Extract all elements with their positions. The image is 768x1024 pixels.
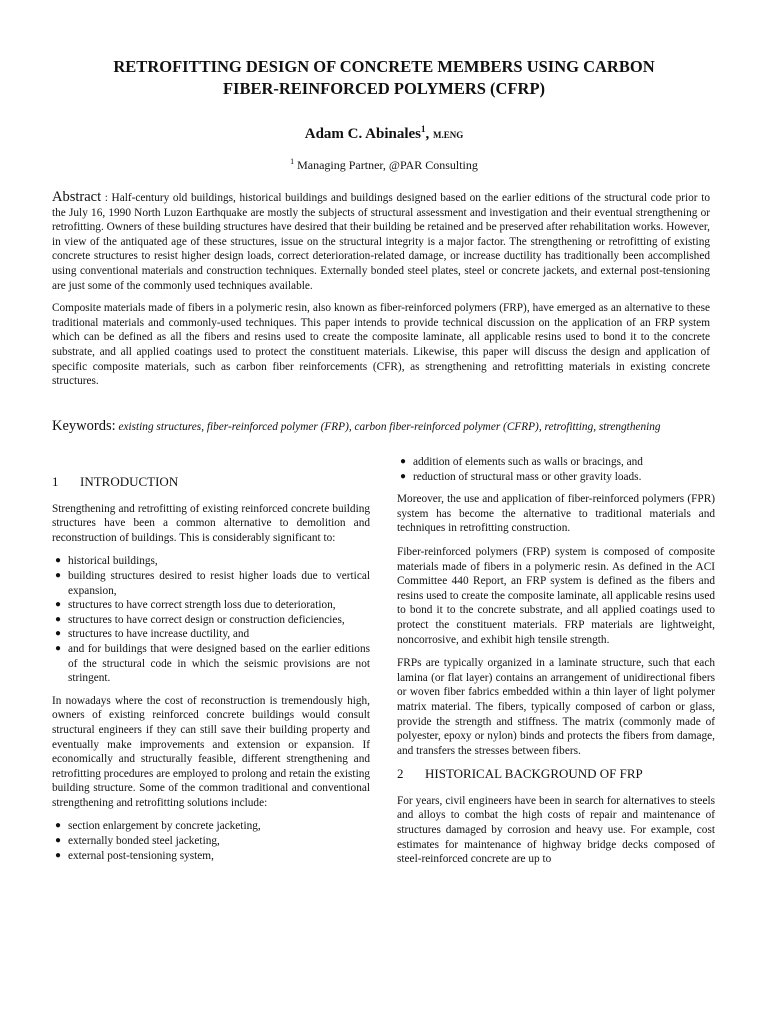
bullet-list-applications	[52, 554, 370, 685]
list-item	[52, 554, 370, 569]
author-comma: ,	[425, 126, 430, 142]
list-item-text: structures to have increase ductility, and	[68, 628, 250, 641]
list-item	[52, 598, 370, 613]
list-item	[52, 834, 370, 849]
bullet-icon: ●	[55, 569, 62, 581]
list-item-text: addition of elements such as walls or bracings, and	[413, 456, 643, 468]
keywords	[52, 419, 710, 434]
bullet-icon: ●	[55, 628, 62, 640]
bullet-icon: ●	[55, 820, 62, 832]
list-item-text: externally bonded steel jacketing,	[68, 835, 220, 848]
keywords-label: Keywords:	[52, 418, 116, 434]
list-item	[52, 849, 370, 864]
bullet-icon: ●	[55, 835, 62, 847]
bullet-list-solutions	[52, 819, 370, 863]
affiliation-marker: 1	[290, 157, 295, 166]
list-item-text: historical buildings,	[68, 555, 158, 568]
list-item	[52, 642, 370, 686]
bullet-icon: ●	[55, 555, 62, 567]
bullet-icon: ●	[55, 642, 62, 654]
affiliation	[0, 157, 768, 173]
intro-paragraph-2: In nowadays where the cost of reconstruction is tremendously high, owners of existing reinforced concrete buildings would consult structural engineers if they can still save their building property and eventually make improvements and extension or expansion. If economically and structurally feasible, different strengthening and retrofitting procedures are employed to prolong and retain the existing building structure. Some of the common traditional and conventional strengthening and retrofitting solutions include:	[52, 694, 370, 809]
right-column	[397, 455, 715, 876]
bullet-icon: ●	[55, 849, 62, 861]
author-name: Adam C. Abinales	[304, 126, 422, 142]
list-item	[52, 819, 370, 834]
list-item-text: and for buildings that were designed based on the earlier editions of the structural code in which the seismic provisions are not stringent.	[68, 642, 370, 685]
body-paragraph-history: For years, civil engineers have been in search for alternatives to steels and alloys to combat the high costs of repair and maintenance of structures damaged by corrosion and heavy use. For example, cost estimates for maintenance of highway bridge decks composed of steel-reinforced concrete are up to	[397, 794, 715, 866]
list-item-text: external post-tensioning system,	[68, 849, 214, 862]
author-degree: M.ENG	[433, 130, 464, 140]
abstract-label: Abstract	[52, 189, 102, 205]
keywords-text: existing structures, fiber-reinforced polymer (FRP), carbon fiber-reinforced polymer (CFRP), retrofitting, strengthening	[115, 421, 661, 433]
body-paragraph-frp-definition: Fiber-reinforced polymers (FRP) system is composed of composite materials made of fibers in a polymeric resin. As defined in the ACI Committee 440 Report, an FRP system is defined as the fibers and resins used to create the composite laminate, all applicable resins used to bond it to the concrete substrate, and all applied coatings used to protect the constituent materials. FRP materials are lightweight, noncorrosive, and exhibit high tensile strength.	[397, 545, 715, 646]
body-paragraph-moreover: Moreover, the use and application of fiber-reinforced polymers (FPR) system has become the alternative to traditional materials and techniques in retrofitting construction.	[397, 493, 715, 535]
section-title: INTRODUCTION	[80, 474, 179, 489]
affiliation-text: Managing Partner, @PAR Consulting	[297, 158, 478, 172]
bullet-icon: ●	[400, 456, 407, 467]
list-item	[397, 470, 715, 485]
intro-paragraph-1: Strengthening and retrofitting of existing reinforced concrete building structures have been a common alternative to demolition and reconstruction of buildings. This is considerably significant to:	[52, 502, 370, 544]
list-item	[52, 627, 370, 642]
bullet-icon: ●	[55, 599, 62, 611]
bullet-icon: ●	[55, 613, 62, 625]
section-heading-historical-background	[397, 767, 715, 782]
title-line-1: RETROFITTING DESIGN OF CONCRETE MEMBERS USING CARBON	[113, 57, 655, 76]
bullet-list-solutions-continued	[397, 455, 715, 484]
section-number: 1	[52, 474, 59, 489]
section-number: 2	[397, 766, 404, 782]
title-line-2: FIBER-REINFORCED POLYMERS (CFRP)	[222, 79, 546, 98]
list-item	[397, 455, 715, 470]
list-item-text: section enlargement by concrete jacketing,	[68, 820, 261, 833]
abstract-text-1: : Half-century old buildings, historical buildings and buildings designed based on the earlier editions of the structural code prior to the July 16, 1990 North Luzon Earthquake are mostly the subjects of structural assessment and investigation and their eventual strengthening or retrofitting. Owners of these building structures have desired that their building be retained and be preserved after rehabilitation works. However, in view of the antiquated age of these structures, issue on the structural integrity is a major factor. The strengthening or retrofitting of existing concrete structures to resist higher design loads, correct deterioration-related damage, or increase ductility has traditionally been accomplished using conventional materials and construction techniques. Externally bonded steel plates, steel or concrete jackets, and external post-tensioning are just some of the commonly used techniques available.	[52, 192, 710, 292]
author-line	[0, 124, 768, 143]
abstract-paragraph-1	[52, 190, 710, 293]
list-item	[52, 613, 370, 628]
left-column	[52, 475, 370, 871]
section-title: HISTORICAL BACKGROUND OF FRP	[425, 766, 643, 782]
body-paragraph-laminate: FRPs are typically organized in a laminate structure, such that each lamina (or flat layer) contains an arrangement of unidirectional fibers or woven fiber fabrics embedded within a thin layer of light polymer matrix material. The fibers, typically composed of carbon or glass, provide the strength and stiffness. The matrix (commonly made of polyester, epoxy or nylon) binds and protects the fibers from damage, and transfers the stresses between fibers.	[397, 657, 715, 757]
bullet-icon: ●	[400, 470, 407, 482]
section-heading-introduction	[52, 475, 370, 490]
abstract	[52, 190, 710, 397]
paper-title	[60, 56, 708, 100]
author-affiliation-marker: 1	[421, 124, 426, 134]
list-item	[52, 569, 370, 598]
list-item-text: structures to have correct design or construction deficiencies,	[68, 613, 345, 626]
abstract-paragraph-2: Composite materials made of fibers in a polymeric resin, also known as fiber-reinforced polymers (FRP), have emerged as an alternative to these traditional materials and commonly-used techniques. This paper intends to provide technical discussion on the application of an FRP system which can be defined as all the fibers and resins used to create the composite laminate, all applicable resins used to bond it to the concrete substrate, and all applied coatings used to protect the constituent materials. Likewise, this paper will discuss the design and application of specific composite materials, such as carbon fiber reinforcements (CFR), as strengthening and retrofitting materials in existing concrete structures.	[52, 302, 710, 388]
list-item-text: building structures desired to resist higher loads due to vertical expansion,	[68, 569, 370, 597]
list-item-text: structures to have correct strength loss due to deterioration,	[68, 599, 336, 612]
list-item-text: reduction of structural mass or other gravity loads.	[413, 470, 642, 483]
